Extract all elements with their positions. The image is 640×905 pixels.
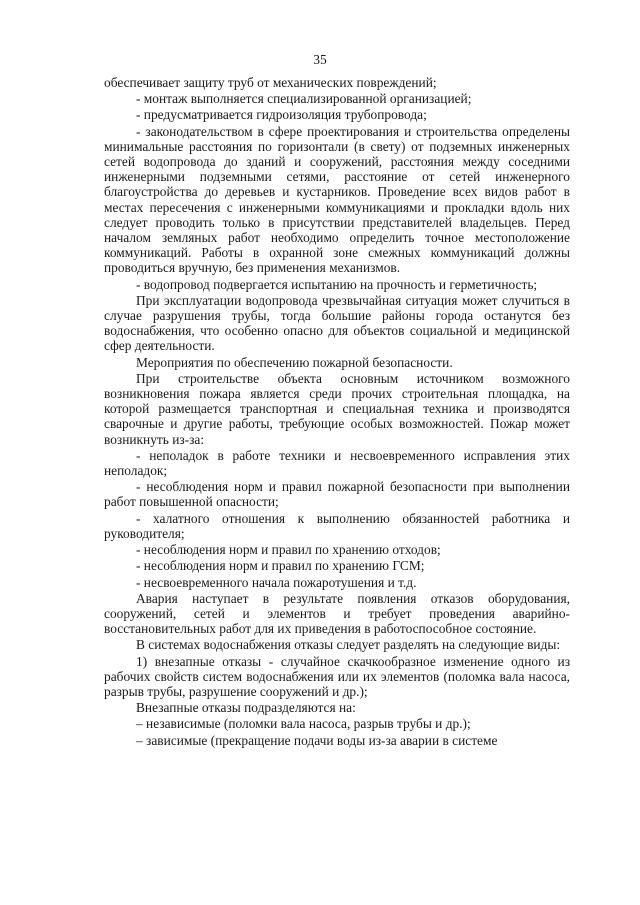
- paragraph-failure-types: В системах водоснабжения отказы следует разделять на следующие виды:: [136, 637, 561, 653]
- list-item-testing: - водопровод подвергается испытанию на прочность и герметичность;: [136, 276, 538, 292]
- paragraph-sudden-subdivision: Внезапные отказы подразделяются на:: [136, 700, 356, 716]
- paragraph-operation-emergency: При эксплуатации водопровода чрезвычайная ситуация может случиться в случае разрушения трубы, тогда большие районы города останутся без водоснабжения, что особенно опасно для объектов социальной и медицинской сфер деятельности.: [104, 292, 570, 354]
- document-body: [104, 75, 570, 748]
- list-item-waste-storage: - несоблюдения норм и правил по хранению отходов;: [136, 542, 441, 558]
- paragraph-accident-definition: Авария наступает в результате появления отказов оборудования, сооружений, сетей и элементов и требует проведения аварийно-восстановительных работ для их приведения в работоспособное состояние.: [104, 590, 570, 637]
- paragraph-fire-sources: При строительстве объекта основным источником возможного возникновения пожара является среди прочих строительная площадка, на которой размещается транспортная и специальная техника и производятся сварочные и другие работы, требующие особых возможностей. Пожар может возникнуть из-за:: [104, 370, 570, 447]
- list-item-legislation: - законодательством в сфере проектирования и строительства определены минимальные расстояния по горизонтали (в свету) от подземных инженерных сетей водопровода до зданий и сооружений, расстояния между соседними инженерными подземными сетями, расстояние от сетей инженерного благоустройства до деревьев и кустарников. Проведение всех видов работ в местах пересечения с инженерными коммуникациями и прокладки вдоль них следует проводить только в присутствии представителей владельцев. Перед началом земляных работ необходимо определить точное местоположение коммуникаций. Работы в охранной зоне смежных коммуникаций должны проводиться вручную, без применения механизмов.: [104, 123, 570, 276]
- list-item-independent: – независимые (поломки вала насоса, разрыв трубы и др.);: [136, 716, 471, 732]
- list-item-negligence: - халатного отношения к выполнению обязанностей работника и руководителя;: [104, 510, 570, 541]
- list-item-late-extinguishing: - несвоевременного начала пожаротушения и т.д.: [136, 574, 417, 590]
- paragraph-continuation: обеспечивает защиту труб от механических повреждений;: [104, 75, 437, 90]
- paragraph-fire-safety-heading: Мероприятия по обеспечению пожарной безопасности.: [136, 354, 453, 370]
- list-item-sudden-failures: 1) внезапные отказы - случайное скачкообразное изменение одного из рабочих свойств систем водоснабжения или их элементов (поломка вала насоса, разрыв трубы, разрушение сооружений и др.);: [104, 653, 570, 699]
- page-number: 35: [313, 52, 327, 67]
- list-item-waterproofing: - предусматривается гидроизоляция трубопровода;: [136, 107, 427, 123]
- list-item-equipment-faults: - неполадок в работе техники и несвоевременного исправления этих неполадок;: [104, 447, 570, 479]
- list-item-installation: - монтаж выполняется специализированной организацией;: [136, 91, 472, 107]
- list-item-dependent: – зависимые (прекращение подачи воды из-за аварии в системе: [136, 732, 498, 748]
- list-item-fire-rules: - несоблюдения норм и правил пожарной безопасности при выполнении работ повышенной опасности;: [104, 479, 570, 510]
- list-item-fuel-storage: - несоблюдения норм и правил по хранению ГСМ;: [136, 558, 425, 574]
